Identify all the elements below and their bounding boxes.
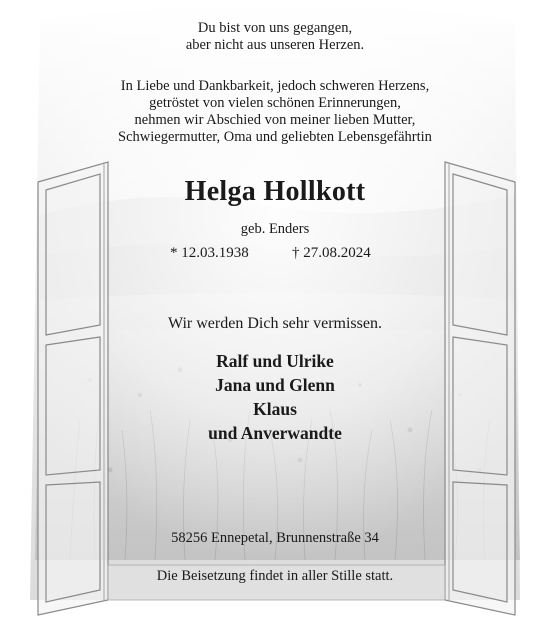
death-date: † 27.08.2024 <box>292 245 371 261</box>
farewell-line-1: In Liebe und Dankbarkeit, jedoch schweren Herzens, <box>120 78 430 94</box>
family-line-1: Ralf und Ulrike <box>216 351 334 371</box>
farewell-line-2: getröstet von vielen schönen Erinnerungen, <box>149 95 401 111</box>
funeral-note: Die Beisetzung findet in aller Stille statt. <box>156 568 394 584</box>
intro-line-2: aber nicht aus unseren Herzen. <box>185 37 365 53</box>
family-line-4: und Anverwandte <box>208 423 342 443</box>
miss-text: Wir werden Dich sehr vermissen. <box>168 315 382 332</box>
birth-date: * 12.03.1938 <box>170 245 249 261</box>
family-line-2: Jana und Glenn <box>215 375 335 395</box>
maiden-name: geb. Enders <box>240 221 310 237</box>
intro-line-1: Du bist von uns gegangen, <box>197 20 353 36</box>
address: 58256 Ennepetal, Brunnenstraße 34 <box>171 530 379 546</box>
family-line-3: Klaus <box>253 399 297 419</box>
farewell-line-3: nehmen wir Abschied von meiner lieben Mutter, <box>134 112 416 128</box>
farewell-line-4: Schwiegermutter, Oma und geliebten Lebensgefährtin <box>118 129 432 145</box>
deceased-name: Helga Hollkott <box>184 176 366 207</box>
